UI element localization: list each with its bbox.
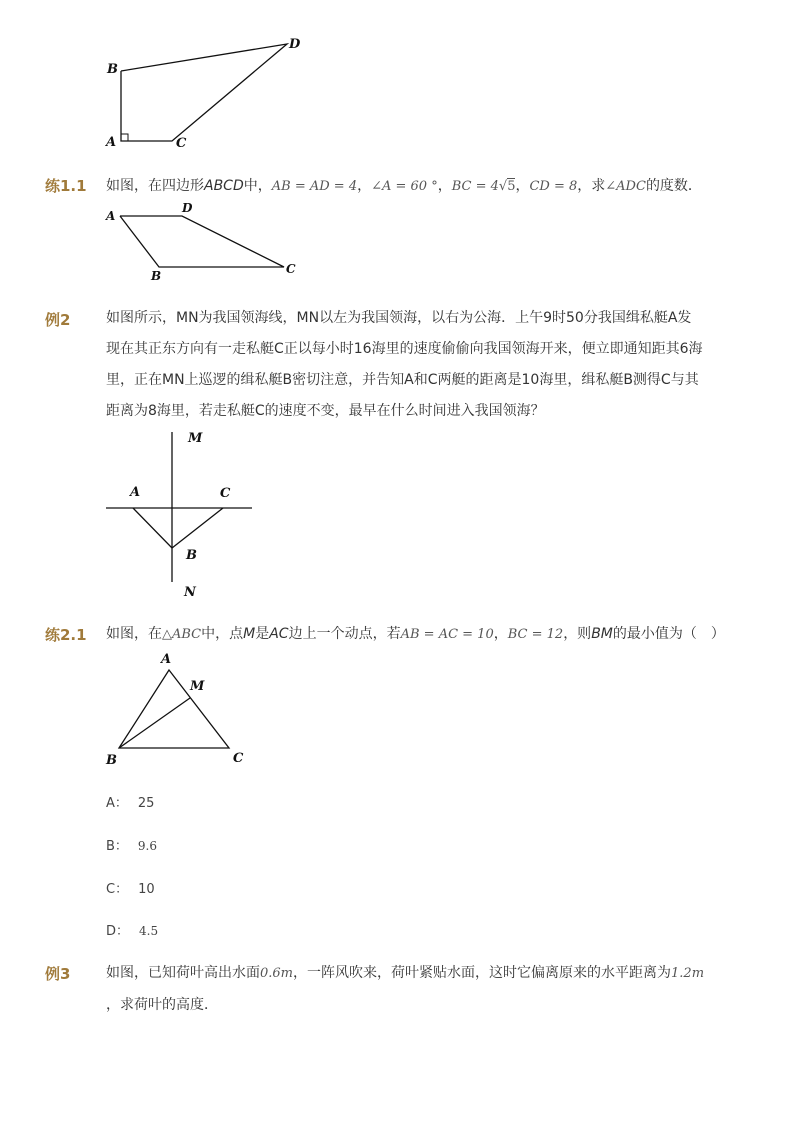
option-b[interactable] — [106, 835, 157, 854]
label-a: A — [106, 135, 117, 150]
label-m: M — [190, 679, 205, 694]
label-d: D — [289, 37, 301, 52]
label-c: C — [286, 262, 296, 276]
exercise-tag-1-1: 练1.1 — [45, 177, 87, 195]
label-b: B — [186, 548, 197, 563]
example-3-line-2: ，求荷叶的高度． — [106, 997, 218, 1013]
exercise-2-1-text: 如图，在△ABC中，点M是AC边上一个动点，若AB = AC = 10，BC = 12，则BM的最小值为（ ） — [106, 626, 725, 642]
option-b-key: B： — [106, 839, 128, 854]
label-c: C — [220, 486, 231, 501]
example-3-line-1: 如图，已知荷叶高出水面0.6m，一阵风吹来，荷叶紧贴水面，这时它偏离原来的水平距离为1.2m — [106, 965, 705, 981]
label-m: M — [188, 431, 203, 446]
option-b-value: 9.6 — [137, 839, 158, 853]
exercise-1-1-text: 如图，在四边形ABCD中，AB = AD = 4，∠A = 60 °，BC = 4√5，CD = 8，求∠ADC的度数． — [106, 178, 702, 194]
example-tag-2: 例2 — [45, 311, 71, 329]
label-n: N — [184, 585, 196, 600]
option-d-value: 4.5 — [139, 924, 159, 938]
option-d[interactable] — [106, 920, 158, 939]
option-d-key: D： — [106, 924, 130, 939]
example-2-line-3: 里，正在MN上巡逻的缉私艇B密切注意，并告知A和C两艇的距离是10海里，缉私艇B测得C与其 — [106, 372, 699, 388]
option-a-value: 25 — [137, 796, 155, 811]
example-tag-3: 例3 — [45, 965, 71, 983]
label-a: A — [161, 652, 172, 667]
label-d: D — [182, 201, 193, 215]
label-b: B — [107, 62, 118, 77]
label-b: B — [106, 753, 117, 768]
option-c-key: C： — [106, 882, 129, 897]
exercise-tag-2-1: 练2.1 — [45, 626, 87, 644]
label-a: A — [106, 209, 116, 223]
example-2-line-2: 现在其正东方向有一走私艇C正以每小时16海里的速度偷偷向我国领海开来，便立即通知距其6海 — [106, 341, 703, 357]
example-2-line-1: 如图所示，MN为我国领海线，MN以左为我国领海，以右为公海．上午9时50分我国缉私艇A发 — [106, 310, 692, 326]
label-c: C — [176, 136, 187, 151]
example-2-line-4: 距离为8海里，若走私艇C的速度不变，最早在什么时间进入我国领海？ — [106, 403, 545, 419]
label-a: A — [130, 485, 141, 500]
option-c-value: 10 — [138, 882, 155, 897]
label-b: B — [151, 269, 162, 283]
option-a-key: A： — [106, 796, 128, 811]
label-c: C — [233, 751, 244, 766]
option-c[interactable] — [106, 878, 155, 897]
option-a[interactable] — [106, 792, 154, 811]
